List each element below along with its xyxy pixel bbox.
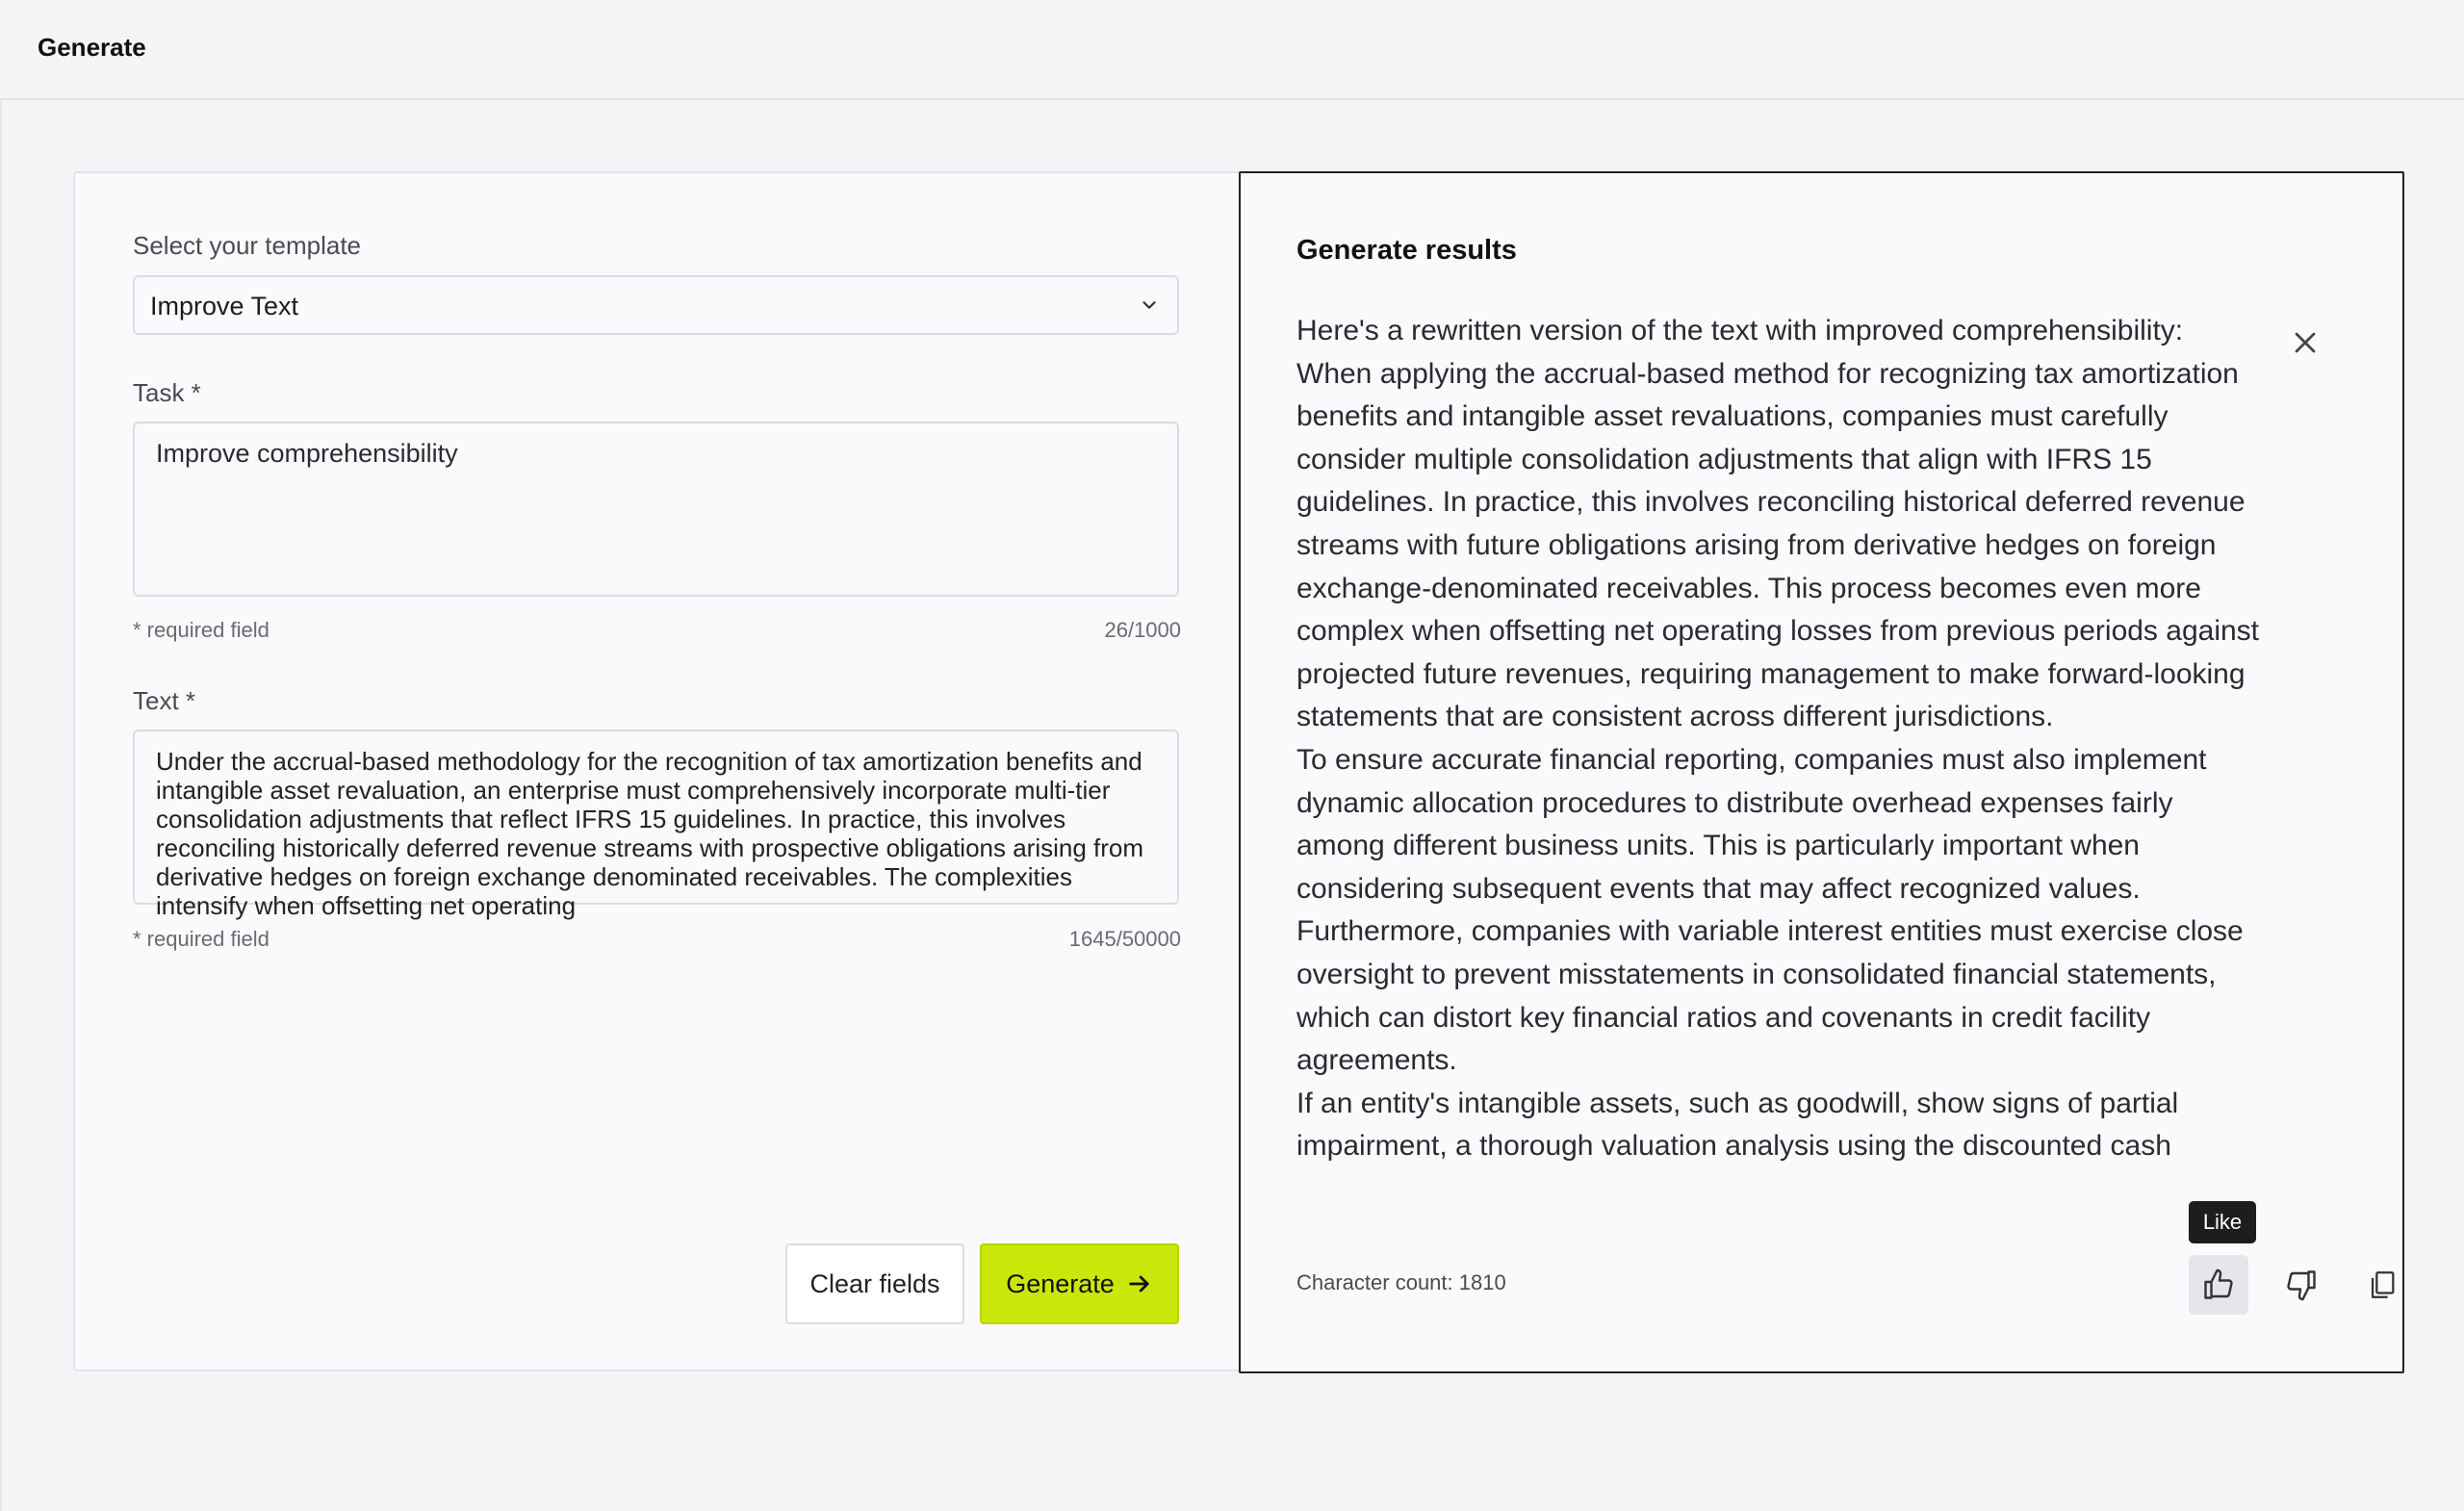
template-label: Select your template	[133, 231, 362, 260]
like-button[interactable]	[2189, 1255, 2248, 1315]
task-input-value: Improve comprehensibility	[156, 439, 458, 468]
task-char-count: 26/1000	[1104, 618, 1181, 642]
generate-button-label: Generate	[1006, 1268, 1115, 1298]
page-title: Generate	[38, 33, 146, 62]
text-char-count: 1645/50000	[1068, 927, 1181, 951]
task-required-hint: * required field	[133, 618, 270, 642]
results-heading: Generate results	[1296, 235, 1517, 266]
close-icon[interactable]	[2288, 325, 2323, 360]
clear-fields-button[interactable]	[785, 1243, 964, 1324]
thumbs-down-icon	[2284, 1268, 2319, 1302]
template-select[interactable]	[133, 275, 1179, 335]
copy-icon	[2366, 1268, 2399, 1301]
like-tooltip-text: Like	[2202, 1210, 2243, 1234]
generate-button[interactable]	[980, 1243, 1179, 1324]
results-text	[1296, 310, 2259, 1292]
text-label: Text *	[133, 686, 196, 715]
like-tooltip	[2189, 1201, 2256, 1243]
text-required-hint: * required field	[133, 927, 270, 951]
results-panel	[1239, 171, 2404, 1373]
result-paragraph: If an entity's intangible assets, such as goodwill, show signs of partial impairment, a thorough valuation analysis using the discounted cash	[1296, 1087, 2179, 1163]
task-label: Task *	[133, 378, 201, 407]
result-paragraph: To ensure accurate financial reporting, companies must also implement dynamic allocation procedures to distribute overhead expenses fairly among different business units. This is particularly important when considering subsequent events that may affect recognized values. Furthermore, companies with variable interest entities must exercise close oversight to prevent misstatements in consolidated financial statements, which can distort key financial ratios and covenants in credit facility agreements.	[1296, 743, 2244, 1077]
text-input-value: Under the accrual-based methodology for the recognition of tax amortization benefits and intangible asset revaluation, an enterprise must comprehensively incorporate multi-tier consolidation adjustments that reflect IFRS 15 guidelines. In practice, this involves reconciling historically deferred revenue streams with prospective obligations arising from derivative hedges on foreign exchange denominated receivables. The complexities intensify when offsetting net operating	[156, 747, 1144, 920]
form-panel	[75, 173, 1239, 1370]
top-bar	[0, 0, 2464, 100]
copy-button[interactable]	[2352, 1255, 2412, 1315]
task-input[interactable]	[133, 422, 1179, 597]
generate-card	[73, 171, 2402, 1371]
clear-fields-label: Clear fields	[809, 1268, 940, 1298]
result-char-count: Character count: 1810	[1296, 1270, 1506, 1294]
template-select-value: Improve Text	[150, 292, 299, 320]
dislike-button[interactable]	[2272, 1255, 2331, 1315]
arrow-right-icon	[1126, 1270, 1153, 1297]
result-paragraph: Here's a rewritten version of the text with improved comprehensibility:	[1296, 315, 2184, 346]
thumbs-up-icon	[2201, 1268, 2236, 1302]
left-rail-divider	[0, 100, 2, 1511]
chevron-down-icon	[1139, 295, 1160, 316]
text-input[interactable]	[133, 730, 1179, 920]
result-paragraph: When applying the accrual-based method for recognizing tax amortization benefits and intangible asset revaluations, companies must carefully consider multiple consolidation adjustments that align with IFRS 15 guidelines. In practice, this involves reconciling historical deferred revenue streams with future obligations arising from derivative hedges on foreign exchange-denominated receivables. This process becomes even more complex when offsetting net operating losses from previous periods against projected future revenues, requiring management to make forward-looking statements that are consistent across different jurisdictions.	[1296, 357, 2260, 733]
